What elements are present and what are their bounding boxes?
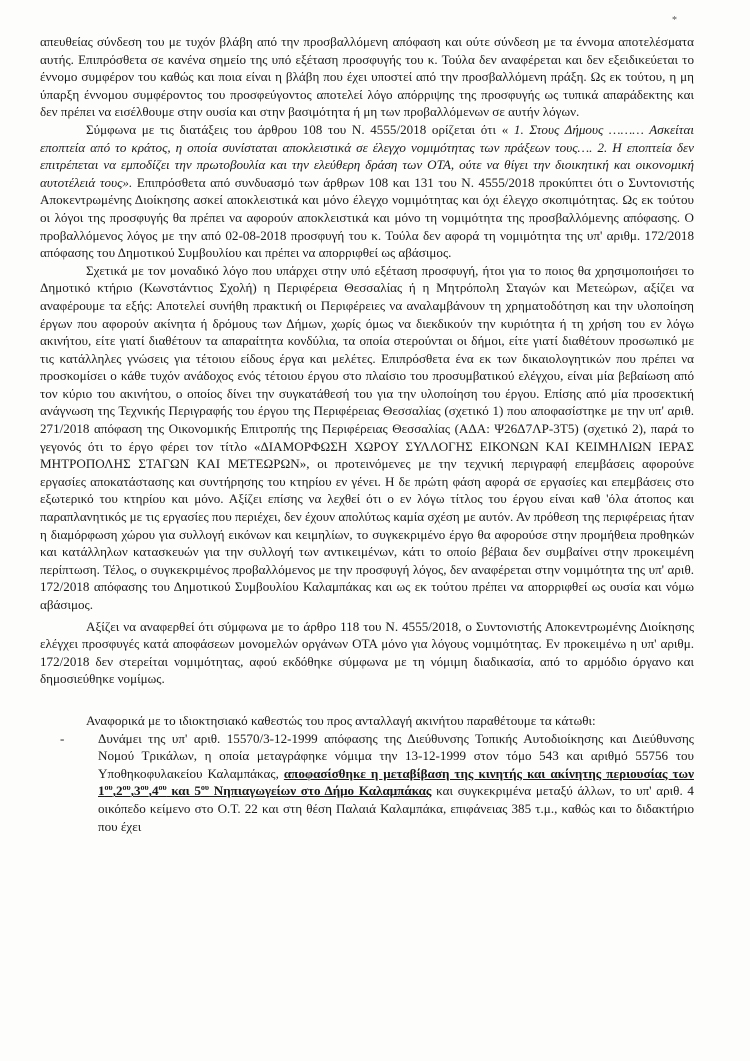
article-108-intro: Σύμφωνα με τις διατάξεις του άρθρου 108 του Ν. 4555/2018 ορίζεται ότι « — [86, 121, 509, 137]
list-dash: - — [60, 730, 65, 746]
paragraph-legal-interest: απευθείας σύνδεση του με τυχόν βλάβη από την προσβαλλόμενη απόφαση και ούτε σύνδεση με τα έννομα αποτελέσματα αυτής. Επιπρόσθετα σε κανένα σημείο της υπό εξέταση προσφυγής του κ. Τούλα δεν αναφέρεται και δεν εξειδικεύεται το έννομο συμφέρον του καθώς και ποια είναι η βλάβη που έχει υποστεί από την προσβαλλόμενη πράξη. Ως εκ τούτου, η μη ύπαρξη έννομου συμφέροντος του προσφεύγοντος αποτελεί λόγο απόρριψης της προσφυγής ως τυπικά απαράδεκτης και δεν πρέπει να εισέλθουμε στην ουσία και στην βασιμότητα ή μη των προβαλλόμενων σε αυτήν λόγων. — [40, 34, 694, 120]
article-108-quote: 1. Στους Δήμους ……… Ασκείται εποπτεία από το κράτος, η οποία συνίσταται αποκλειστικά σε έλεγχο νομιμότητας των πράξεων τους…. 2. Η εποπτεία δεν επιτρέπεται να εμποδίζει την πρωτοβουλία και την ελεύθερη δράση των ΟΤΑ, ούτε να θίγει την διοικητική και οικονομική αυτοτέλειά τους». — [40, 121, 695, 190]
document-body — [40, 33, 694, 835]
list-item-text-d: και συγκεκριμένα μεταξύ άλλων, το υπ' αριθ. 4 οικόπεδο κείμενο στο Ο.Τ. 22 και στη θέση Παλαιά Καλαμπάκα, επιφάνειας 385 τ.μ., καθώς και το διδακτήριο που έχει — [98, 783, 694, 834]
paragraph-ownership-status: Αναφορικά με το ιδιοκτησιακό καθεστώς του προς ανταλλαγή ακινήτου παραθέτουμε τα κάτωθι: — [86, 712, 596, 728]
article-108-rest: Επιπρόσθετα από συνδυασμό των άρθρων 108 και 131 του Ν. 4555/2018 προκύπτει ότι ο Συντονιστής Αποκεντρωμένης Διοίκησης ασκεί αποκλειστικά και μόνο έλεγχο νομιμότητας και όχι έλεγχο σκοπιμότητας. Ως εκ τούτου οι λόγοι της προσφυγής θα πρέπει να αφορούν αποκλειστικά και μόνο τη νομιμότητα της προσβαλλόμενης απόφασης. Ο προβαλλόμενος λόγος με την από 02-08-2018 προσφυγή του κ. Τούλα δεν αφορά τη νομιμότητα της υπ' αριθμ. 172/2018 απόφασης του Δημοτικού Συμβουλίου και πρέπει να απορριφθεί ως αβάσιμος. — [40, 174, 695, 261]
paragraph-single-reason: Σχετικά με τον μοναδικό λόγο που υπάρχει στην υπό εξέταση προσφυγή, ήτοι για το ποιος θα χρησιμοποιήσει το Δημοτικό κτήριο (Κωνστάντιος Σχολή) η Περιφέρεια Θεσσαλίας ή η Μητρόπολη Σταγών και Μετεώρων, αξίζει να αναφέρουμε τα εξής: Αποτελεί συνήθη πρακτική οι Περιφέρειες να αναλαμβάνουν τη χρηματοδότηση και την υλοποίηση έργων που αφορούν ακίνητα ή δρόμους των Δήμων, χωρίς όμως να διεκδικούν την κυριότητα ή τη χρήση του εν λόγω ακινήτου, είτε γιατί διαθέτουν τα απαραίτητα κονδύλια, τα οποία στερούνται οι δήμοι, είτε γιατί διαθέτουν προσωπικό με τις κατάλληλες γνώσεις για τέτοιου είδους έργα και μελέτες. Επιπρόσθετα ένα εκ των δικαιολογητικών που πρέπει να προσκομίσει ο κάθε τυχόν ανάδοχος ενός τέτοιου έργου στο πλαίσιο του προσυμβατικού ελέγχου, είναι μία βεβαίωση από τον κύριο του ακινήτου, ο οποίος δίνει την συγκατάθεσή του για την υλοποίηση του έργου. Επίσης από μία προσεκτική ανάγνωση της Τεχνικής Περιγραφής του έργου της Περιφέρειας Θεσσαλίας (σχετικό 1) που αποφασίστηκε με την υπ' αριθ. 271/2018 απόφαση της Οικονομικής Επιτροπής της Περιφέρειας Θεσσαλίας (ΑΔΑ: Ψ26Δ7ΛΡ-3Τ5) (σχετικό 2), παρά το γεγονός ότι το έργο φέρει τον τίτλο «ΔΙΑΜΟΡΦΩΣΗ ΧΩΡΟΥ ΣΥΛΛΟΓΗΣ ΕΙΚΟΝΩΝ ΚΑΙ ΚΕΙΜΗΛΙΩΝ ΙΕΡΑΣ ΜΗΤΡΟΠΟΛΗΣ ΣΤΑΓΩΝ ΚΑΙ ΜΕΤΕΩΡΩΝ», οι προτεινόμενες με την τεχνική περιγραφή επεμβάσεις αφορούνε εργασίες αποκατάστασης και συντήρησης του κτηρίου εν γένει. Η δε πρώτη φάση αφορά σε εργασίες και επεμβάσεις στο εξωτερικό του κτηρίου και μόνο. Αξίζει επίσης να λεχθεί ότι ο εν λόγω τίτλος του έργου είναι καθ 'όλα άτοπος και παραπλανητικός με τις εργασίες που περιέχει, δεν έχουν απολύτως καμία σχέση με αυτόν. Αν πρόθεση της περιφέρειας ήταν η διαμόρφωση χώρου για συλλογή εικόνων και κειμηλίων, το συγκεκριμένο έργο θα αφορούσε στην προμήθεια προθηκών και κατάλληλων κατασκευών για την συλλογή των αντικειμένων, κάτι το οποίο βέβαια δεν συμβαίνει στην προκειμένη περίπτωση. Τέλος, ο συγκεκριμένος προβαλλόμενος με την προσφυγή λόγος, δεν αναφέρεται στην νομιμότητα της υπ' αριθ. 172/2018 απόφασης του Δημοτικού Συμβουλίου Καλαμπάκας και ως εκ τούτου πρέπει να απορριφθεί ως ουσία και νόμω αβάσιμος. — [40, 262, 694, 612]
paragraph-article-118: Αξίζει να αναφερθεί ότι σύμφωνα με το άρθρο 118 του Ν. 4555/2018, ο Συντονιστής Αποκεντρωμένης Διοίκησης ελέγχει προσφυγές κατά αποφάσεων μονομελών οργάνων ΟΤΑ μόνο για λόγους νομιμότητας. Εν προκειμένω η υπ' αριθμ. 172/2018 δεν στερείται νομιμότητας, αφού εκδόθηκε σύμφωνα με τη νόμιμη διαδικασία, από το αρμόδιο όργανο και δημοσιεύθηκε νομίμως. — [40, 618, 694, 687]
list-item-text-a: Δυνάμει της υπ' αριθ. 15570/3-12-1999 απόφασης της Διεύθυνσης Τοπικής Αυτοδιοίκησης και Διεύθυνσης Νομού Τρικάλων, η οποία μεταγράφηκε νόμιμα την 13-12-1999 στον τόμο 543 και αριθμό 55756 του Υποθηκοφυλακείου Καλαμπάκας, — [98, 730, 694, 781]
list-item-emphasis: αποφασίσθηκε η μεταβίβαση της κινητής και ακίνητης περιουσίας των $1^{o\upsilon},2^{o\upsilon},3^{o\upsilon},4^{o\upsilon}$ και $5^{o\upsilon}$ Νηπιαγωγείων στο Δήμο Καλαμπάκας — [98, 765, 694, 799]
paragraph-article-108 — [40, 121, 694, 262]
list-item — [40, 730, 694, 836]
corner-mark: * — [672, 15, 677, 26]
